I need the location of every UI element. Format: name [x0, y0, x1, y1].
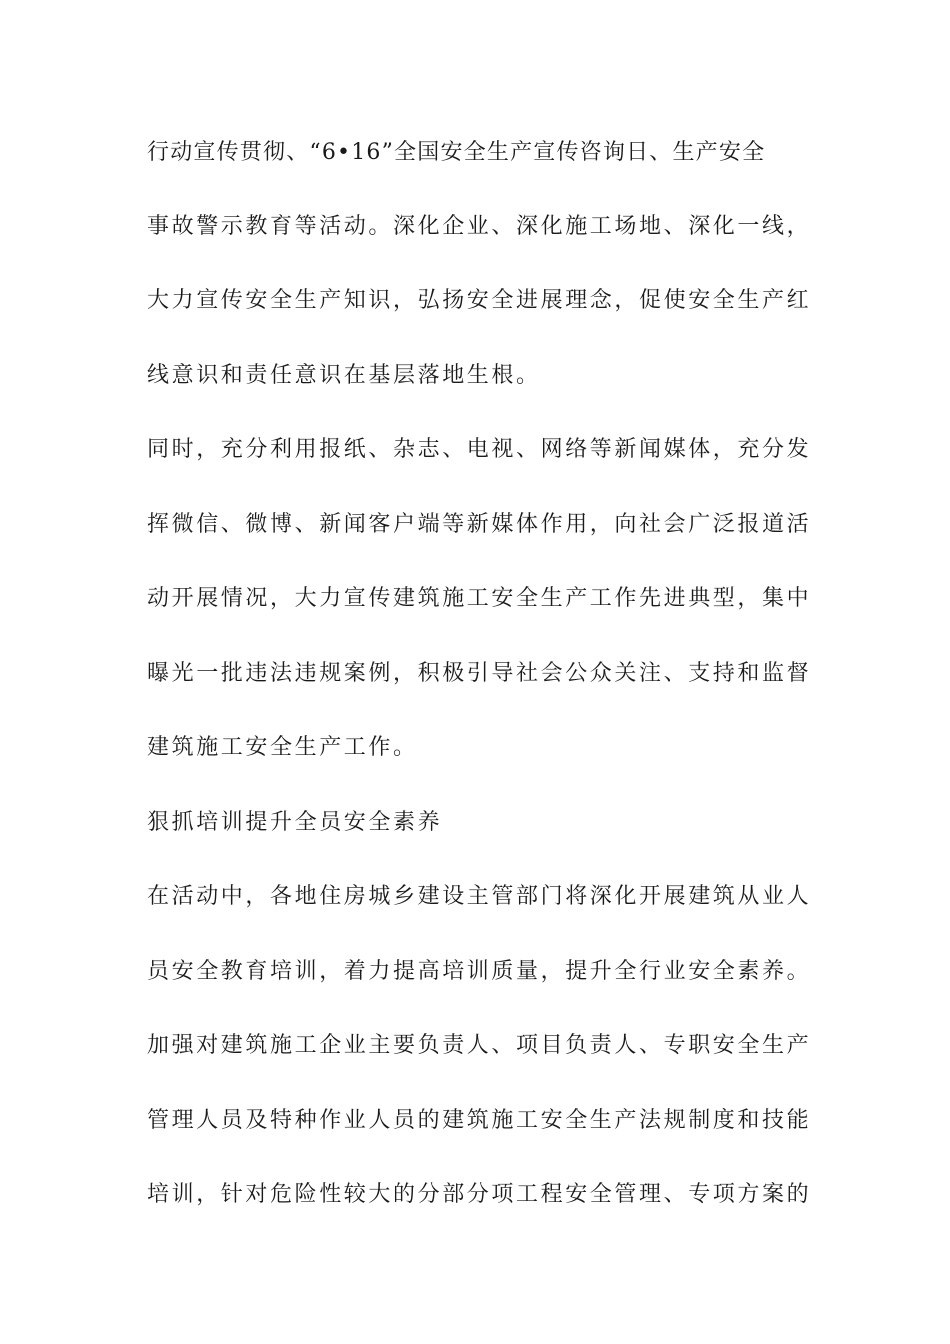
text-line-2: 事故警示教育等活动。深化企业、深化施工场地、深化一线， — [147, 214, 812, 239]
text-line-9: 建筑施工安全生产工作。 — [147, 735, 418, 760]
text-line-1: 行动宣传贯彻、“6•16”全国安全生产宣传咨询日、生产安全 — [147, 140, 766, 165]
section-heading: 狠抓培训提升全员安全素养 — [147, 810, 443, 835]
text-line-13: 加强对建筑施工企业主要负责人、项目负责人、专职安全生产 — [147, 1033, 812, 1058]
text-line-12: 员安全教育培训，着力提高培训质量，提升全行业安全素养。 — [147, 959, 812, 984]
text-line-15: 培训，针对危险性较大的分部分项工程安全管理、专项方案的 — [147, 1182, 812, 1207]
text-line-5: 同时，充分利用报纸、杂志、电视、网络等新闻媒体，充分发 — [147, 437, 812, 462]
text-line-7: 动开展情况，大力宣传建筑施工安全生产工作先进典型，集中 — [147, 586, 812, 611]
text-line-14: 管理人员及特种作业人员的建筑施工安全生产法规制度和技能 — [147, 1108, 812, 1133]
text-line-8: 曝光一批违法违规案例，积极引导社会公众关注、支持和监督 — [147, 661, 812, 686]
text-line-4: 线意识和责任意识在基层落地生根。 — [147, 363, 541, 388]
text-line-6: 挥微信、微博、新闻客户端等新媒体作用，向社会广泛报道活 — [147, 512, 812, 537]
text-line-11: 在活动中，各地住房城乡建设主管部门将深化开展建筑从业人 — [147, 884, 812, 909]
text-line-3: 大力宣传安全生产知识，弘扬安全进展理念，促使安全生产红 — [147, 288, 812, 313]
